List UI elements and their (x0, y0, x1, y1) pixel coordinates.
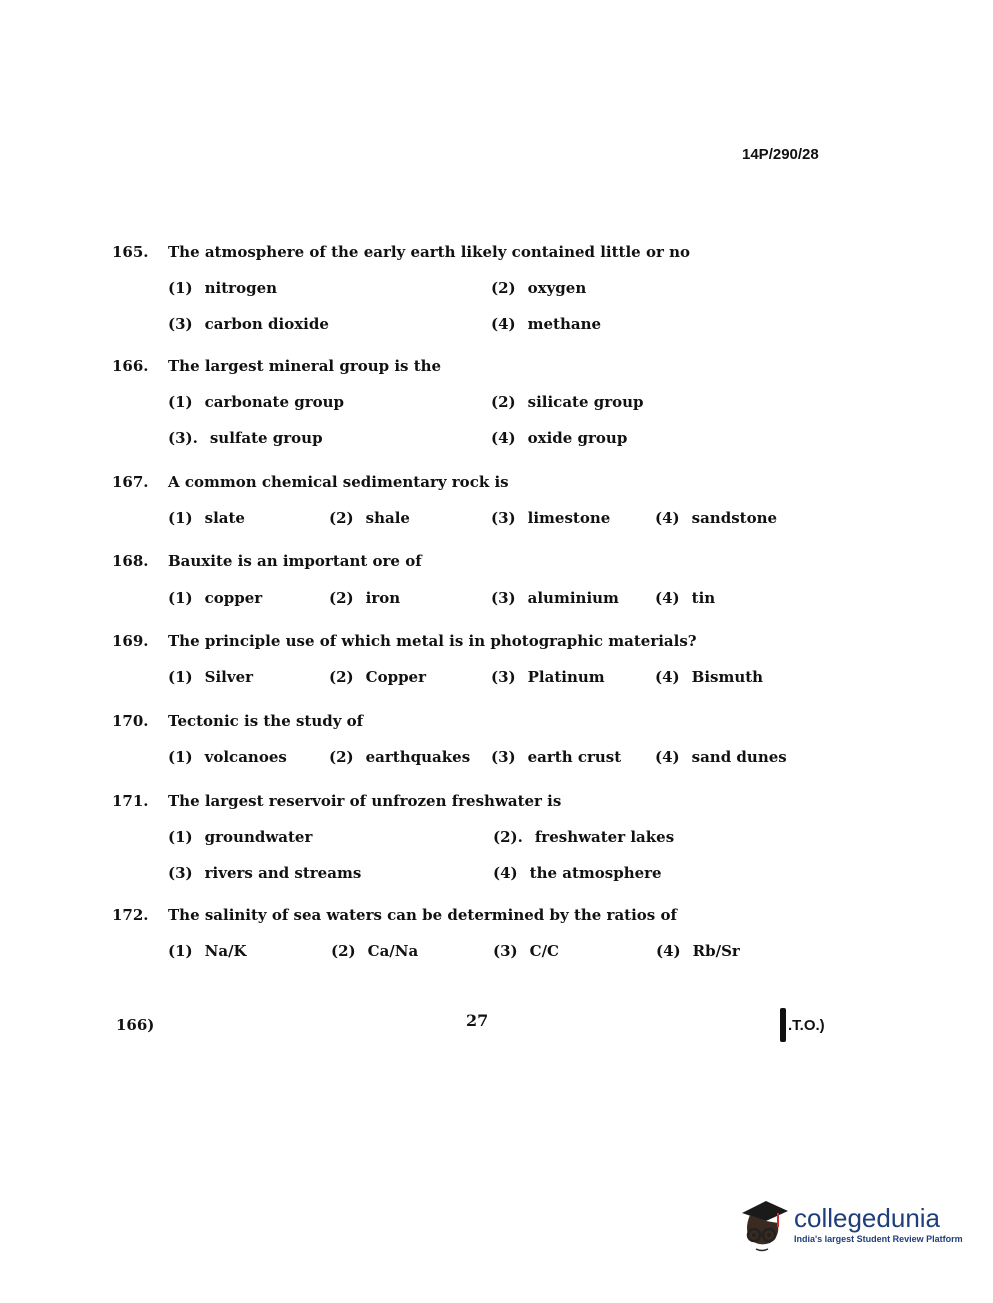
option (168, 748, 287, 766)
pto-mark (780, 1008, 825, 1042)
option-text: sand dunes (691, 748, 787, 766)
question-text: The principle use of which metal is in photographic materials? (168, 632, 697, 650)
option-number: (3) (493, 942, 518, 960)
option-text: sandstone (691, 509, 778, 527)
option (491, 315, 601, 333)
option (491, 748, 621, 766)
question-number: 165. (112, 243, 149, 261)
option-number: (2) (329, 589, 354, 607)
option (491, 429, 627, 447)
option-text: carbon dioxide (204, 315, 329, 333)
option-text: Bismuth (691, 668, 764, 686)
option-text: C/C (529, 942, 559, 960)
option-number: (1) (168, 668, 193, 686)
option-number: (1) (168, 509, 193, 527)
option-number: (4) (493, 864, 518, 882)
option-number: (1) (168, 748, 193, 766)
option (168, 429, 323, 447)
option-text: shale (365, 509, 410, 527)
option (168, 393, 344, 411)
option-text: aluminium (527, 589, 619, 607)
pto-text: .T.O.) (788, 1016, 825, 1034)
option-text: Rb/Sr (692, 942, 740, 960)
option-text: volcanoes (204, 748, 287, 766)
option-text: iron (365, 589, 401, 607)
option-text: copper (204, 589, 263, 607)
option (168, 668, 253, 686)
question-2 (112, 357, 441, 375)
option-text: oxide group (527, 429, 628, 447)
option (168, 315, 329, 333)
logo-tagline: India's largest Student Review Platform (794, 1234, 963, 1244)
option (491, 279, 586, 297)
option-text: Na/K (204, 942, 247, 960)
option-number: (2) (331, 942, 356, 960)
option-number: (2) (491, 279, 516, 297)
option (329, 589, 400, 607)
option-number: (1) (168, 279, 193, 297)
option (655, 668, 763, 686)
question-text: Bauxite is an important ore of (168, 552, 422, 570)
question-number: 169. (112, 632, 149, 650)
option-text: limestone (527, 509, 611, 527)
question-1 (112, 243, 690, 261)
option-number: (4) (491, 429, 516, 447)
question-text: Tectonic is the study of (168, 712, 364, 730)
option (168, 864, 361, 882)
option-number: (1) (168, 828, 193, 846)
option-number: (2) (329, 509, 354, 527)
option-text: Silver (204, 668, 254, 686)
question-8 (112, 906, 677, 924)
option (329, 748, 470, 766)
option-text: Copper (365, 668, 427, 686)
option-number: (3) (168, 315, 193, 333)
question-text: The atmosphere of the early earth likely contained little or no (168, 243, 690, 261)
option-text: silicate group (527, 393, 644, 411)
option-number: (1) (168, 393, 193, 411)
option (655, 748, 787, 766)
question-3 (112, 473, 509, 491)
option-number: (3) (491, 668, 516, 686)
question-4 (112, 552, 422, 570)
option-text: the atmosphere (529, 864, 662, 882)
option-number: (1) (168, 589, 193, 607)
question-number: 170. (112, 712, 149, 730)
option-number: (2) (491, 393, 516, 411)
option (491, 589, 619, 607)
option (168, 279, 277, 297)
question-text: The largest mineral group is the (168, 357, 442, 375)
option (168, 942, 247, 960)
option-number: (4) (655, 509, 680, 527)
option (329, 509, 410, 527)
option (491, 509, 610, 527)
option-text: carbonate group (204, 393, 344, 411)
option-text: rivers and streams (204, 864, 362, 882)
page-number: 27 (466, 1011, 489, 1030)
option-number: (3) (491, 509, 516, 527)
option-number: (3). (168, 429, 198, 447)
option-text: sulfate group (209, 429, 323, 447)
option (329, 668, 426, 686)
option-text: oxygen (527, 279, 587, 297)
question-text: The largest reservoir of unfrozen freshwater is (168, 792, 562, 810)
option-number: (4) (655, 748, 680, 766)
question-number: 172. (112, 906, 149, 924)
mascot-icon (736, 1195, 792, 1253)
collegedunia-logo (736, 1195, 963, 1253)
option-number: (2). (493, 828, 523, 846)
option-text: slate (204, 509, 245, 527)
document-code: 14P/290/28 (742, 146, 819, 163)
option-number: (3) (168, 864, 193, 882)
question-number: 167. (112, 473, 149, 491)
option-number: (3) (491, 748, 516, 766)
option (493, 942, 559, 960)
option (168, 589, 262, 607)
option-number: (2) (329, 668, 354, 686)
option-text: freshwater lakes (534, 828, 675, 846)
option (656, 942, 740, 960)
option-text: Platinum (527, 668, 605, 686)
pto-bar-icon (780, 1008, 786, 1042)
option-text: earthquakes (365, 748, 471, 766)
option (655, 509, 777, 527)
question-text: A common chemical sedimentary rock is (168, 473, 509, 491)
question-7 (112, 792, 561, 810)
option (331, 942, 418, 960)
option (493, 828, 674, 846)
option-number: (4) (655, 668, 680, 686)
option-number: (4) (656, 942, 681, 960)
option-text: earth crust (527, 748, 622, 766)
option-text: Ca/Na (367, 942, 419, 960)
option-number: (4) (491, 315, 516, 333)
question-5 (112, 632, 697, 650)
option-text: tin (691, 589, 716, 607)
option-number: (2) (329, 748, 354, 766)
option-text: groundwater (204, 828, 313, 846)
option-number: (3) (491, 589, 516, 607)
option (168, 509, 245, 527)
option-text: methane (527, 315, 602, 333)
option (493, 864, 662, 882)
option (655, 589, 715, 607)
option-text: nitrogen (204, 279, 278, 297)
question-number: 171. (112, 792, 149, 810)
question-number: 168. (112, 552, 149, 570)
question-6 (112, 712, 363, 730)
option-number: (4) (655, 589, 680, 607)
option-number: (1) (168, 942, 193, 960)
option (168, 828, 312, 846)
option (491, 668, 605, 686)
question-number: 166. (112, 357, 149, 375)
footer-left-code: 166) (116, 1016, 155, 1034)
question-text: The salinity of sea waters can be determined by the ratios of (168, 906, 677, 924)
option (491, 393, 644, 411)
logo-name: collegedunia (794, 1203, 941, 1233)
